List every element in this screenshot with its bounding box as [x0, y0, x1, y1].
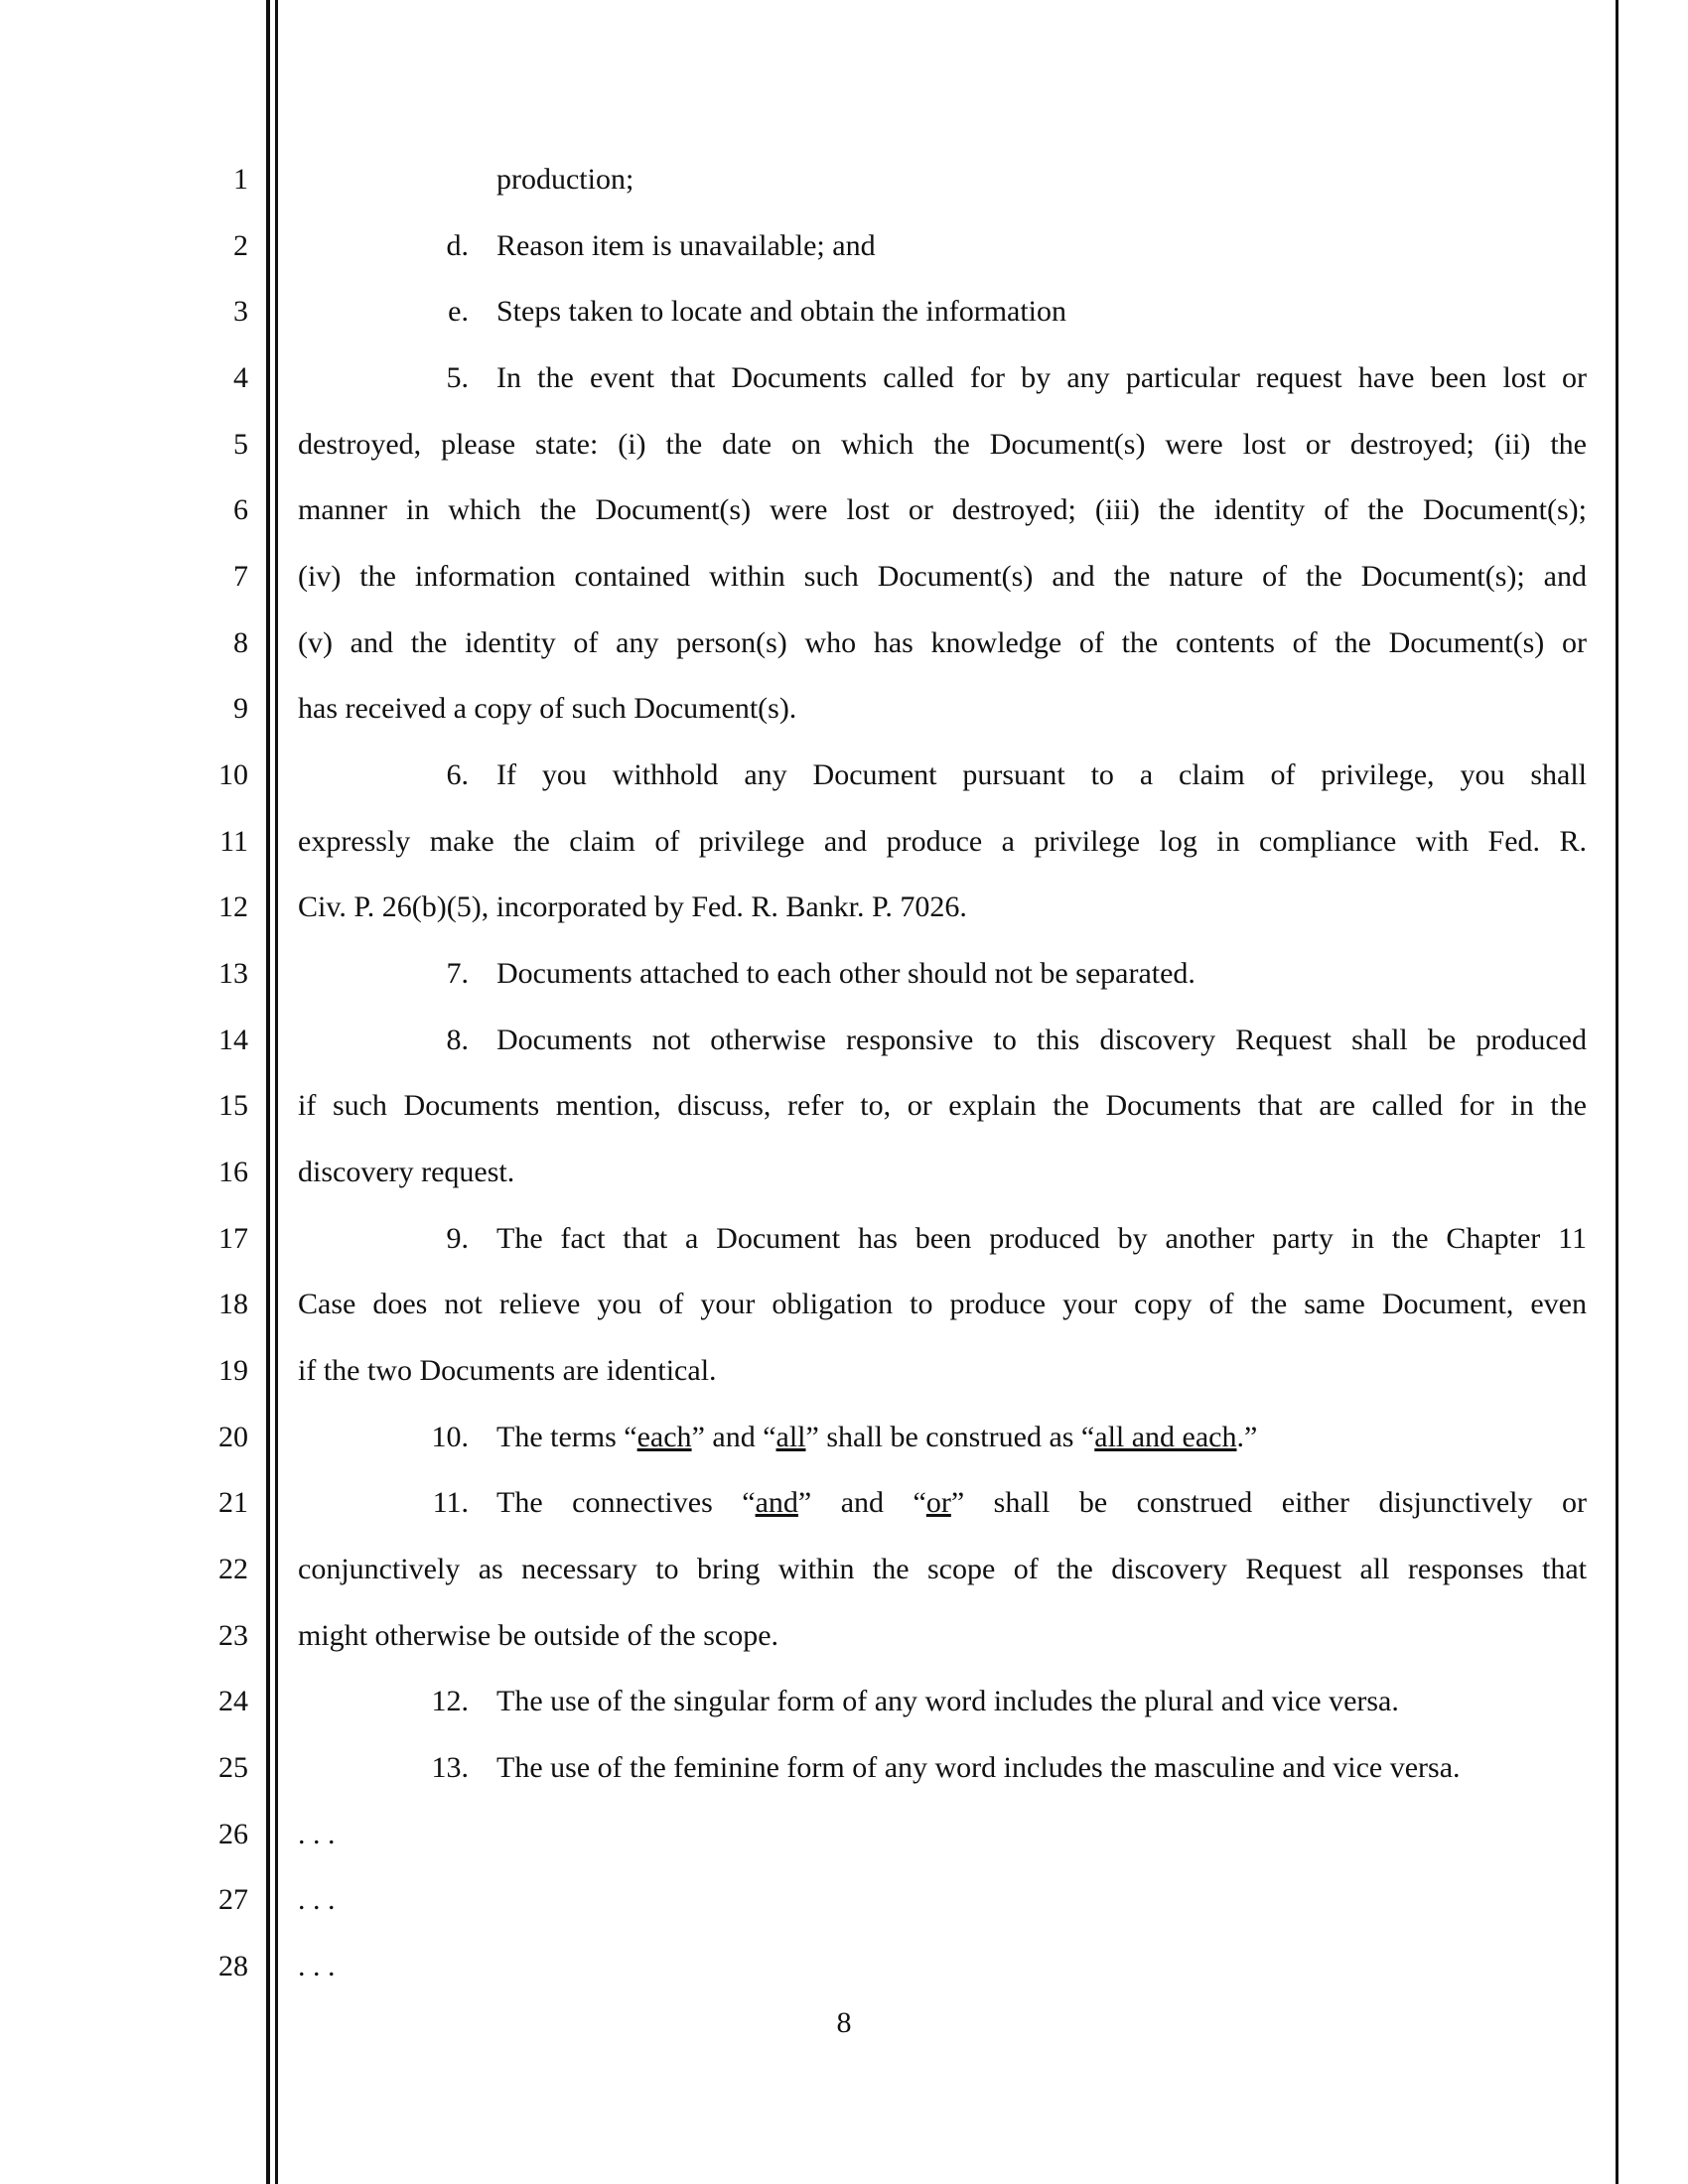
- text-line: production;: [496, 163, 634, 196]
- text-line: if such Documents mention, discuss, refer to, or explain the Documents that are called for in the: [298, 1089, 1587, 1122]
- line-number: 5: [233, 428, 248, 461]
- text-line: If you withhold any Document pursuant to a claim of privilege, you shall: [496, 758, 1587, 791]
- underlined-term: or: [925, 1486, 951, 1519]
- text-line: In the event that Documents called for by any particular request have been lost or: [496, 361, 1587, 394]
- left-margin-rule-inner: [275, 0, 278, 2184]
- paragraph-number: 8.: [446, 1024, 469, 1056]
- line-number: 1: [233, 163, 248, 196]
- text-line: has received a copy of such Document(s).: [298, 692, 797, 725]
- text-fragment: ” shall be construed as “: [805, 1421, 1095, 1453]
- line-number: 11: [219, 825, 248, 858]
- text-line: if the two Documents are identical.: [298, 1354, 717, 1387]
- text-line: might otherwise be outside of the scope.: [298, 1619, 779, 1652]
- line-number: 14: [218, 1024, 248, 1056]
- line-number: 20: [218, 1421, 248, 1453]
- list-letter: e.: [448, 295, 469, 328]
- line-number: 22: [218, 1553, 248, 1585]
- text-fragment: ” and “: [691, 1421, 776, 1453]
- left-margin-rule: [266, 0, 270, 2184]
- paragraph-number: 7.: [446, 957, 469, 990]
- line-number: 19: [218, 1354, 248, 1387]
- underlined-term: and: [755, 1486, 798, 1519]
- line-number: 4: [233, 361, 248, 394]
- line-number: 18: [218, 1288, 248, 1320]
- text-line: (v) and the identity of any person(s) who has knowledge of the contents of the Document(s) or: [298, 626, 1587, 659]
- ellipsis-line: . . .: [298, 1818, 336, 1850]
- text-line: conjunctively as necessary to bring within the scope of the discovery Request all responses that: [298, 1553, 1587, 1585]
- line-number: 3: [233, 295, 248, 328]
- text-line: expressly make the claim of privilege and produce a privilege log in compliance with Fed. R.: [298, 825, 1587, 858]
- text-line: manner in which the Document(s) were lost or destroyed; (iii) the identity of the Document(s);: [298, 493, 1587, 526]
- line-number: 8: [233, 626, 248, 659]
- ellipsis-line: . . .: [298, 1950, 336, 1982]
- line-number: 16: [218, 1156, 248, 1188]
- paragraph-number: 10.: [431, 1421, 469, 1453]
- text-fragment: ” shall be construed either disjunctively or: [950, 1486, 1588, 1519]
- paragraph-number: 6.: [446, 758, 469, 791]
- line-number: 13: [218, 957, 248, 990]
- line-number: 23: [218, 1619, 248, 1652]
- line-number: 9: [233, 692, 248, 725]
- text-line: Case does not relieve you of your obligation to produce your copy of the same Document, even: [298, 1288, 1587, 1320]
- underlined-term: all: [775, 1421, 806, 1453]
- text-line: Civ. P. 26(b)(5), incorporated by Fed. R. Bankr. P. 7026.: [298, 890, 967, 923]
- line-number: 28: [218, 1950, 248, 1982]
- text-line: Documents attached to each other should not be separated.: [496, 957, 1196, 990]
- ellipsis-line: . . .: [298, 1883, 336, 1916]
- underlined-term: all and each: [1094, 1421, 1237, 1453]
- line-number: 21: [218, 1486, 248, 1519]
- paragraph-number: 12.: [431, 1685, 469, 1717]
- underlined-term: each: [636, 1421, 692, 1453]
- text-line: The fact that a Document has been produced by another party in the Chapter 11: [496, 1222, 1587, 1255]
- paragraph-number: 5.: [446, 361, 469, 394]
- line-number: 26: [218, 1818, 248, 1850]
- line-number: 12: [218, 890, 248, 923]
- list-letter: d.: [446, 229, 469, 262]
- text-fragment: The connectives “: [496, 1486, 756, 1519]
- line-number: 27: [218, 1883, 248, 1916]
- line-number: 6: [233, 493, 248, 526]
- text-line: [496, 1420, 1257, 1455]
- line-number: 7: [233, 560, 248, 593]
- line-number: 17: [218, 1222, 248, 1255]
- line-number: 10: [218, 758, 248, 791]
- text-fragment: ” and “: [797, 1486, 926, 1519]
- text-line: Documents not otherwise responsive to this discovery Request shall be produced: [496, 1024, 1587, 1056]
- line-number: 15: [218, 1089, 248, 1122]
- text-line: Reason item is unavailable; and: [496, 229, 876, 262]
- text-line: discovery request.: [298, 1156, 515, 1188]
- text-line: The use of the feminine form of any word includes the masculine and vice versa.: [496, 1751, 1461, 1784]
- text-line: Steps taken to locate and obtain the information: [496, 295, 1067, 328]
- text-line: The use of the singular form of any word includes the plural and vice versa.: [496, 1685, 1399, 1717]
- paragraph-number: 11.: [432, 1486, 469, 1519]
- line-number: 2: [233, 229, 248, 262]
- text-line: (iv) the information contained within such Document(s) and the nature of the Document(s); and: [298, 560, 1587, 593]
- paragraph-number: 9.: [446, 1222, 469, 1255]
- page-number: 8: [836, 2006, 852, 2039]
- text-fragment: .”: [1236, 1421, 1258, 1453]
- line-number: 24: [218, 1685, 248, 1717]
- text-line: destroyed, please state: (i) the date on which the Document(s) were lost or destroyed; (ii) the: [298, 428, 1587, 461]
- line-number: 25: [218, 1751, 248, 1784]
- right-margin-rule: [1616, 0, 1618, 2184]
- text-line: [496, 1485, 1587, 1521]
- paragraph-number: 13.: [431, 1751, 469, 1784]
- text-fragment: The terms “: [496, 1421, 637, 1453]
